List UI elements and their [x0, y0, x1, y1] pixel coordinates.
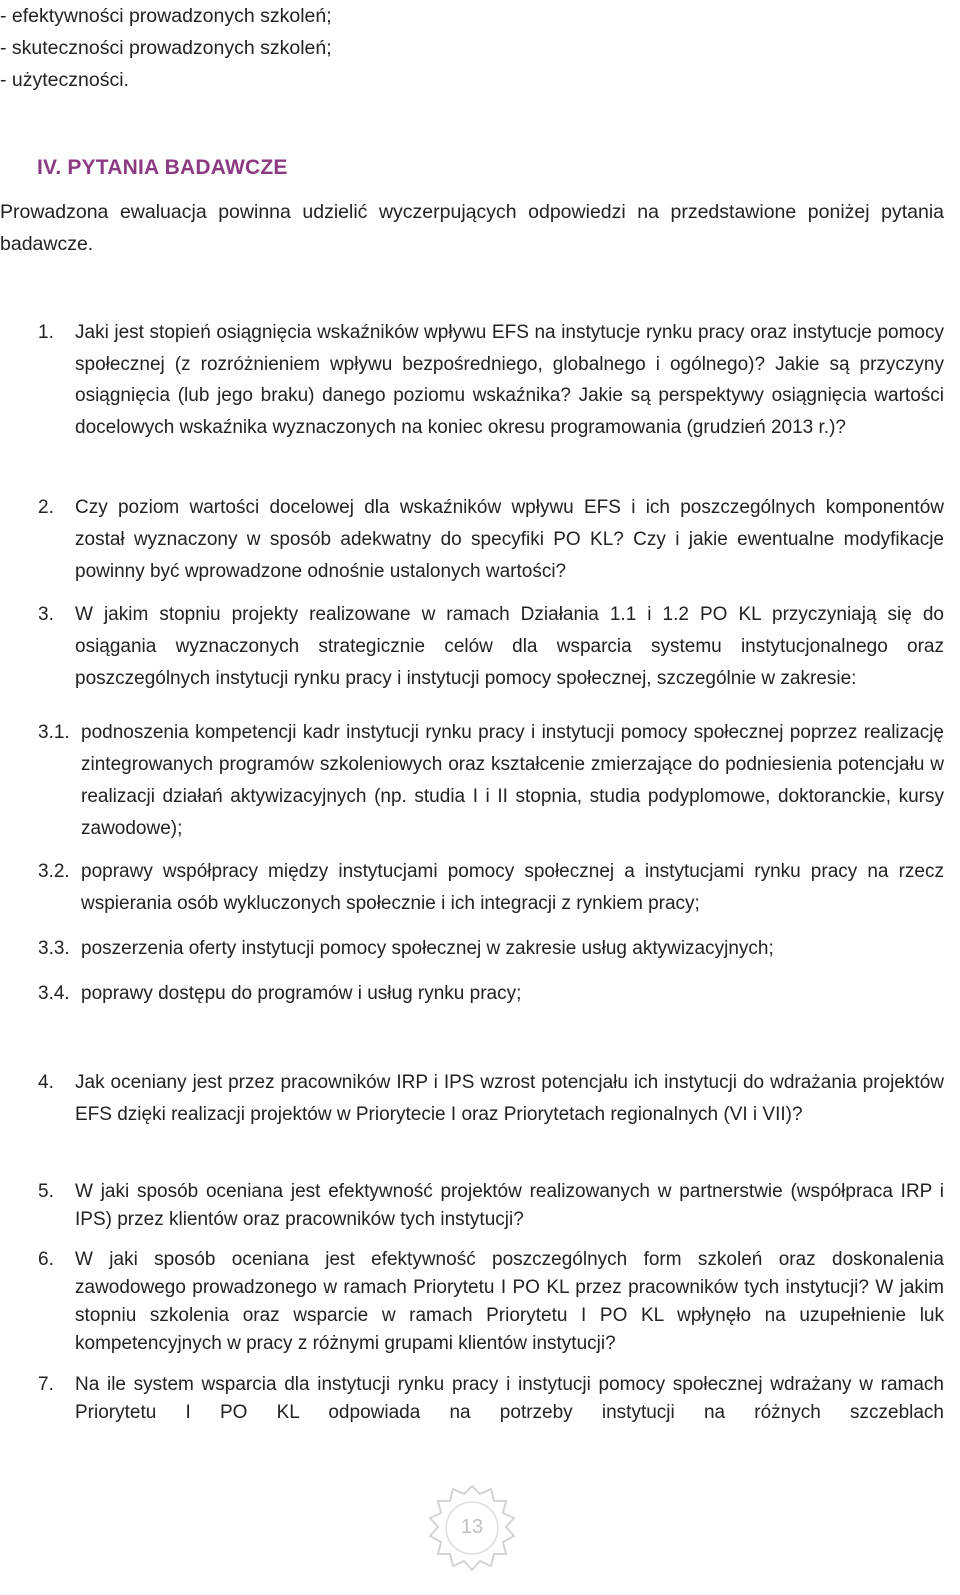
question-text: Na ile system wsparcia dla instytucji rynku pracy i instytucji pomocy społecznej wdrażany w ramach Priorytetu I PO KL odpowiada na potrzeby instytucji na różnych szczeblach	[75, 1374, 944, 1423]
subquestion-number: 3.4.	[38, 983, 70, 1004]
question-number: 1.	[38, 322, 54, 343]
question-number: 3.	[38, 604, 54, 625]
question-text: Jak oceniany jest przez pracowników IRP i IPS wzrost potencjału ich instytucji do wdrażania projektów EFS dzięki realizacji projektów w Priorytecie I oraz Priorytetach regionalnych (VI i VII)?	[75, 1072, 944, 1125]
subquestion-text: poprawy dostępu do programów i usług rynku pracy;	[81, 983, 522, 1004]
subquestion-text: poszerzenia oferty instytucji pomocy społecznej w zakresie usług aktywizacyjnych;	[81, 938, 774, 959]
question-7	[38, 1371, 944, 1427]
question-number: 7.	[38, 1374, 54, 1395]
question-5	[38, 1178, 944, 1234]
subquestion-number: 3.3.	[38, 938, 70, 959]
intro-line: - użyteczności.	[0, 69, 129, 91]
question-text: Jaki jest stopień osiągnięcia wskaźników wpływu EFS na instytucje rynku pracy oraz instytucje pomocy społecznej (z rozróżnieniem wpływu bezpośredniego, globalnego i ogólnego)? Jakie są przyczyny osiągnięcia (lub jego braku) danego poziomu wskaźnika? Jakie są perspektywy osiągnięcia wartości docelowych wskaźnika wyznaczonych na koniec okresu programowania (grudzień 2013 r.)?	[75, 322, 944, 438]
question-text: W jaki sposób oceniana jest efektywność poszczególnych form szkoleń oraz doskonalenia zawodowego prowadzonego w ramach Priorytetu I PO KL przez pracowników tych instytucji? W jakim stopniu szkolenia oraz wsparcie w ramach Priorytetu I PO KL wpłynęło na uzupełnienie luk kompetencyjnych w pracy z różnymi grupami klientów instytucji?	[75, 1249, 944, 1354]
question-number: 2.	[38, 497, 54, 518]
subquestion-text: podnoszenia kompetencji kadr instytucji rynku pracy i instytucji pomocy społecznej poprzez realizację zintegrowanych programów szkoleniowych oraz kształcenie zmierzające do podniesienia potencjału w realizacji działań aktywizacyjnych (np. studia I i II stopnia, studia podyplomowe, doktoranckie, kursy zawodowe);	[81, 722, 944, 839]
question-3	[38, 599, 944, 695]
subquestion-text: poprawy współpracy między instytucjami pomocy społecznej a instytucjami rynku pracy na rzecz wspierania osób wykluczonych społecznie i ich integracji z rynkiem pracy;	[81, 861, 944, 914]
subquestion-3-4	[38, 978, 944, 1010]
question-number: 4.	[38, 1072, 54, 1093]
subquestion-number: 3.2.	[38, 861, 70, 882]
question-text: W jaki sposób oceniana jest efektywność projektów realizowanych w partnerstwie (współpraca IRP i IPS) przez klientów oraz pracowników tych instytucji?	[75, 1181, 944, 1230]
question-4	[38, 1067, 944, 1130]
subquestion-3-2	[38, 856, 944, 920]
intro-list	[0, 0, 420, 96]
question-number: 5.	[38, 1181, 54, 1202]
lead-paragraph: Prowadzona ewaluacja powinna udzielić wyczerpujących odpowiedzi na przedstawione poniżej pytania badawcze.	[0, 201, 944, 255]
intro-line: - skuteczności prowadzonych szkoleń;	[0, 37, 332, 59]
page-number: 13	[460, 1516, 484, 1538]
question-2	[38, 492, 944, 588]
subquestion-3-1	[38, 717, 944, 845]
section-heading: IV. PYTANIA BADAWCZE	[37, 156, 288, 179]
question-1	[38, 317, 944, 443]
subquestion-3-3	[38, 933, 944, 965]
question-text: W jakim stopniu projekty realizowane w ramach Działania 1.1 i 1.2 PO KL przyczyniają się do osiągania wyznaczonych strategicznie celów dla wsparcia systemu instytucjonalnego oraz poszczególnych instytucji rynku pracy i instytucji pomocy społecznej, szczególnie w zakresie:	[75, 604, 944, 689]
question-text: Czy poziom wartości docelowej dla wskaźników wpływu EFS i ich poszczególnych komponentów został wyznaczony w sposób adekwatny do specyfiki PO KL? Czy i jakie ewentualne modyfikacje powinny być wprowadzone odnośnie ustalonych wartości?	[75, 497, 944, 582]
subquestion-number: 3.1.	[38, 722, 70, 743]
question-number: 6.	[38, 1249, 54, 1270]
intro-line: - efektywności prowadzonych szkoleń;	[0, 5, 332, 27]
question-6	[38, 1246, 944, 1358]
